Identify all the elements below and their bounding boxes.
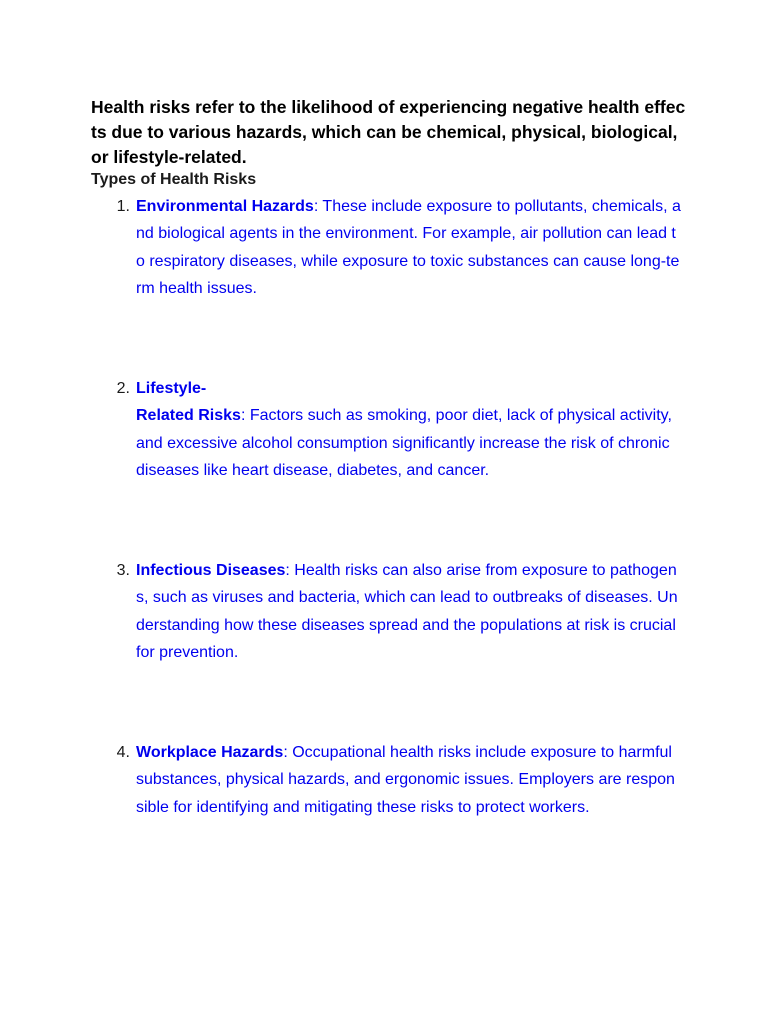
list-item-term-line2: Related Risks [136, 407, 241, 425]
list-item-number: 3. [116, 562, 130, 579]
list-item-term: Workplace Hazards [136, 744, 284, 761]
list-item-description: : These include exposure to pollutants, chemicals, and biological agents in the environment. For example, air pollution can lead to respiratory diseases, while exposure to toxic substances can cause long-term health issues. [136, 198, 681, 297]
list-item-term: Environmental Hazards [136, 198, 314, 215]
list-item-description: : Health risks can also arise from exposure to pathogens, such as viruses and bacteria, which can lead to outbreaks of diseases. Understanding how these diseases spread and the populations at risk is crucial for prevention. [136, 562, 678, 661]
section-heading: Types of Health Risks [91, 171, 257, 188]
list-item-text [136, 375, 681, 484]
list-item-description: : Factors such as smoking, poor diet, lack of physical activity, and excessive alcohol consumption significantly increase the risk of chronic diseases like heart disease, diabetes, and cancer. [136, 407, 672, 479]
list-item-text [136, 557, 681, 666]
list-item-term-line1: Lifestyle- [136, 380, 207, 397]
intro-paragraph: Health risks refer to the likelihood of experiencing negative health effects due to various hazards, which can be chemical, physical, biological, or lifestyle-related. [91, 97, 686, 167]
list-item-number: 2. [116, 380, 130, 397]
list-item-text [136, 193, 681, 302]
list-item-number: 1. [116, 198, 130, 215]
list-item-number: 4. [116, 744, 130, 761]
list-item-description: : Occupational health risks include exposure to harmful substances, physical hazards, and ergonomic issues. Employers are responsible for identifying and mitigating these risks to protect workers. [136, 744, 675, 816]
list-item-text [136, 739, 681, 821]
list-item-term: Infectious Diseases [136, 562, 286, 579]
